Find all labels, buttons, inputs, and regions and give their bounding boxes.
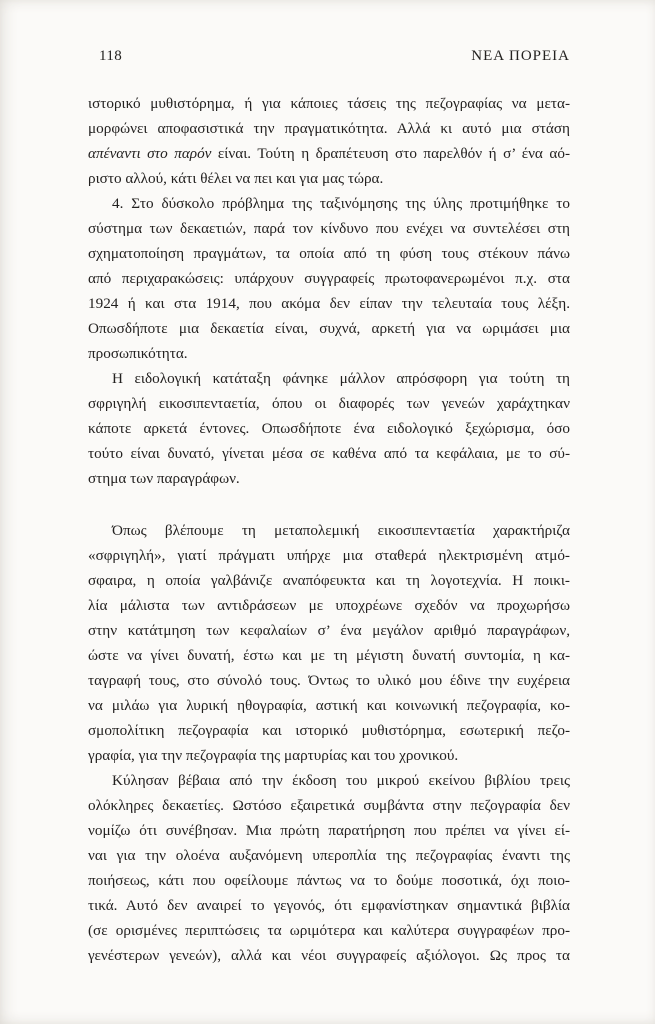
paragraph-continuation bbox=[88, 91, 570, 191]
text-line: ολόκληρες δεκαετίες. Ωστόσο εξαιρετικά συμβάντα στην πεζογραφία δεν bbox=[88, 797, 570, 814]
text-line: τικά. Αυτό δεν αναιρεί το γεγονός, ότι εμφανίστηκαν σημαντικά βιβλία bbox=[88, 897, 570, 914]
text-line: ώστε να γίνει δυνατή, έστω και με τη μέγιστη δυνατή συντομία, η κα- bbox=[88, 647, 570, 664]
text-line: 4. Στο δύσκολο πρόβλημα της ταξινόμησης της ύλης προτιμήθηκε το bbox=[112, 195, 570, 212]
text-line: τούτο είναι δυνατό, γίνεται μέσα σε καθένα από τα κεφάλαια, με το σύ- bbox=[88, 445, 570, 462]
text-line: μορφώνει αποφασιστικά την πραγματικότητα. Αλλά κι αυτό μια στάση bbox=[88, 120, 570, 137]
text-line: Όπως βλέπουμε τη μεταπολεμική εικοσιπενταετία χαρακτήριζα bbox=[112, 522, 570, 539]
text-line: ιστορικό μυθιστόρημα, ή για κάποιες τάσεις της πεζογραφίας να μετα- bbox=[88, 95, 570, 112]
paragraph-three-decades bbox=[88, 768, 570, 968]
text-line bbox=[88, 141, 570, 166]
text-block bbox=[88, 91, 570, 968]
page-number: 118 bbox=[99, 48, 123, 64]
paragraph-postwar-period bbox=[88, 518, 570, 768]
text-line: σύστημα των δεκαετιών, παρά τον κίνδυνο που ενέχει να συντελέσει στη bbox=[88, 220, 570, 237]
running-title: ΝΕΑ ΠΟΡΕΙΑ bbox=[471, 48, 570, 64]
text-line: ναι για την ολοένα αυξανόμενη υπεροπλία της πεζογραφίας έναντι της bbox=[88, 847, 570, 864]
text-line: σφριγηλή εικοσιπενταετία, όπου οι διαφορές των γενεών χαράχτηκαν bbox=[88, 395, 570, 412]
text-line: λία μάλιστα των αντιδράσεων με υποχρέωνε σχεδόν να προχωρήσω bbox=[88, 597, 570, 614]
text-line: προσωπικότητα. bbox=[88, 345, 188, 362]
text-line: ποιήσεως, κάτι που οφείλουμε πάντως να το δούμε ποσοτικά, όχι ποιο- bbox=[88, 872, 570, 889]
italic-phrase: απέναντι στο παρόν bbox=[88, 145, 212, 162]
text-line: 1924 ή και στα 1914, που ακόμα δεν είπαν την τελευταία τους λέξη. bbox=[88, 295, 570, 312]
text-line: γραφία, για την πεζογραφία της μαρτυρίας και του χρονικού. bbox=[88, 747, 459, 764]
text-line: στημα των παραγράφων. bbox=[88, 470, 240, 487]
text-line: νομίζω ότι συνέβησαν. Μια πρώτη παρατήρηση που πρέπει να γίνει εί- bbox=[88, 822, 570, 839]
text-line: «σφριγηλή», γιατί πράγματι υπήρχε μια σταθερά ηλεκτρισμένη ατμό- bbox=[88, 547, 570, 564]
text-line: (σε ορισμένες περιπτώσεις τα ωριμότερα και καλύτερα συγγραφέων προ- bbox=[88, 922, 570, 939]
section-break bbox=[88, 491, 570, 518]
text-line: Η ειδολογική κατάταξη φάνηκε μάλλον απρόσφορη για τούτη τη bbox=[112, 370, 570, 387]
text-line: σφαιρα, η οποία γαλβάνιζε αναπόφευκτα και τη λογοτεχνία. Η ποικι- bbox=[88, 572, 570, 589]
text-line: ριστο αλλού, κάτι θέλει να πει και για μας τώρα. bbox=[88, 170, 384, 187]
text-line: ταγραφή τους, στο σύνολό τους. Όντως το υλικό μου έδινε την ευχέρεια bbox=[88, 672, 570, 689]
text-line: γενέστερων γενεών), αλλά και νέοι συγγραφείς αξιόλογοι. Ως προς τα bbox=[88, 947, 570, 964]
text-line: στην κατάτμηση των κεφαλαίων σ’ ένα μεγάλον αριθμό παραγράφων, bbox=[88, 622, 570, 639]
text-line: να μιλάω για λυρική ηθογραφία, αστική και κοινωνική πεζογραφία, κο- bbox=[88, 697, 570, 714]
paragraph-genre-classification bbox=[88, 366, 570, 491]
text-line: Κύλησαν βέβαια από την έκδοση του μικρού εκείνου βιβλίου τρεις bbox=[112, 772, 570, 789]
text-line: σχηματοποίηση πραγμάτων, τα οποία από τη φύση τους στέκουν πάνω bbox=[88, 245, 570, 262]
text-line: από περιχαρακώσεις: υπάρχουν συγγραφείς πρωτοφανερωμένοι π.χ. στα bbox=[88, 270, 570, 287]
text-line: κάποτε αρκετά έντονες. Οπωσδήποτε ένα ειδολογικό ξεχώρισμα, όσο bbox=[88, 420, 570, 437]
text-line: σμοπολίτικη πεζογραφία και ιστορικό μυθιστόρημα, εσωτερική πεζο- bbox=[88, 722, 570, 739]
text-line-rest: είναι. Τούτη η δραπέτευση στο παρελθόν ή σ’ ένα αό- bbox=[211, 145, 571, 162]
paragraph-4-decades bbox=[88, 191, 570, 366]
text-line: Οπωσδήποτε μια δεκαετία είναι, συχνά, αρκετή για να ωριμάσει μια bbox=[88, 320, 570, 337]
running-header bbox=[88, 48, 570, 65]
